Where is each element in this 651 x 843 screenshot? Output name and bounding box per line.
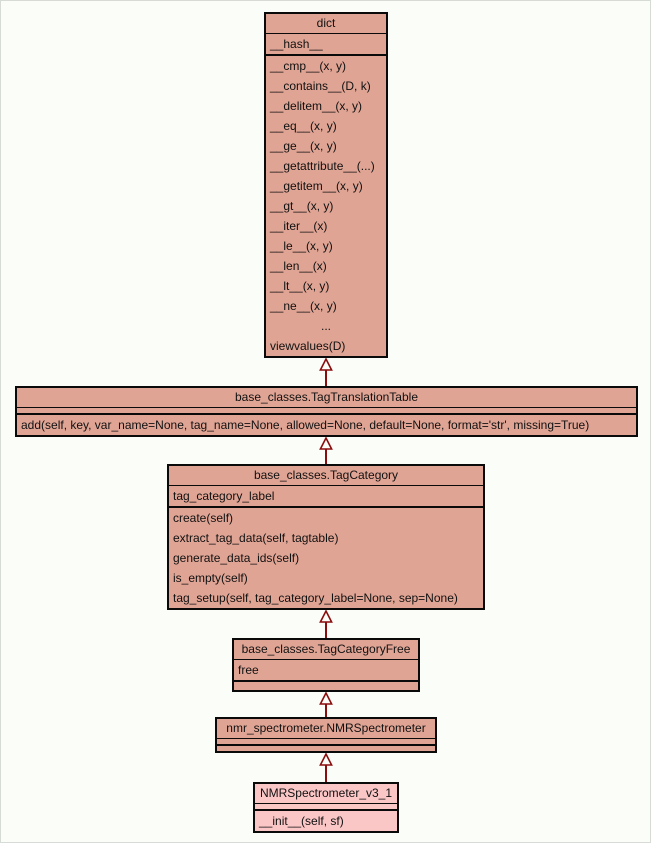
method-row: __getattribute__(...) [270,159,375,173]
method-row-ellipsis: ... [320,319,331,333]
inheritance-arrow [319,753,333,782]
method-row: __init__(self, sf) [259,814,344,828]
method-row: __delitem__(x, y) [270,99,363,113]
attributes-compartment [266,34,386,56]
class-title: NMRSpectrometer_v3_1 [255,784,397,804]
method-row: __len__(x) [270,259,327,273]
methods-compartment [169,508,483,608]
method-row: __cmp__(x, y) [270,59,347,73]
method-row: is_empty(self) [173,571,248,585]
inheritance-arrow [319,358,333,386]
class-box-tagcategoryfree[interactable] [232,638,420,692]
attributes-compartment-empty [255,804,397,811]
methods-compartment [255,811,397,831]
method-row: generate_data_ids(self) [173,551,300,565]
method-row: __getitem__(x, y) [270,179,363,193]
methods-compartment [17,415,636,435]
class-title: nmr_spectrometer.NMRSpectrometer [217,719,435,739]
method-row: __le__(x, y) [270,239,333,253]
method-row: __ne__(x, y) [270,299,337,313]
inheritance-arrow [319,437,333,464]
method-row: add(self, key, var_name=None, tag_name=None, allowed=None, default=None, format='str', missing=True) [21,418,590,432]
class-box-tagcategory[interactable] [167,464,485,610]
method-row: __contains__(D, k) [270,79,371,93]
class-box-nmrspectrometer[interactable] [215,717,437,753]
inheritance-arrow [319,692,333,717]
method-row: tag_setup(self, tag_category_label=None, sep=None) [173,591,458,605]
attributes-compartment-empty [217,739,435,746]
class-box-tagtranslationtable[interactable] [15,386,638,437]
methods-compartment [266,56,386,356]
method-row: __ge__(x, y) [270,139,337,153]
class-title: base_classes.TagCategoryFree [234,640,418,660]
class-title: base_classes.TagCategory [169,466,483,486]
method-row: create(self) [173,511,234,525]
method-row: __gt__(x, y) [270,199,334,213]
attributes-compartment [169,486,483,508]
method-row: extract_tag_data(self, tagtable) [173,531,339,545]
class-title: base_classes.TagTranslationTable [17,388,636,408]
attributes-compartment-empty [17,408,636,415]
method-row: viewvalues(D) [270,339,346,353]
method-row: __lt__(x, y) [270,279,330,293]
method-row: __eq__(x, y) [270,119,337,133]
class-box-dict[interactable] [264,12,388,358]
method-row: __iter__(x) [270,219,328,233]
attribute-row: free [238,663,259,677]
inheritance-arrow [319,610,333,638]
class-title: dict [266,14,386,34]
class-box-nmrspectrometer-v3-1[interactable] [253,782,399,833]
attributes-compartment [234,660,418,682]
methods-compartment-empty [217,746,435,751]
attribute-row: tag_category_label [173,489,275,503]
attribute-row: __hash__ [270,37,323,51]
methods-compartment-empty [234,682,418,690]
